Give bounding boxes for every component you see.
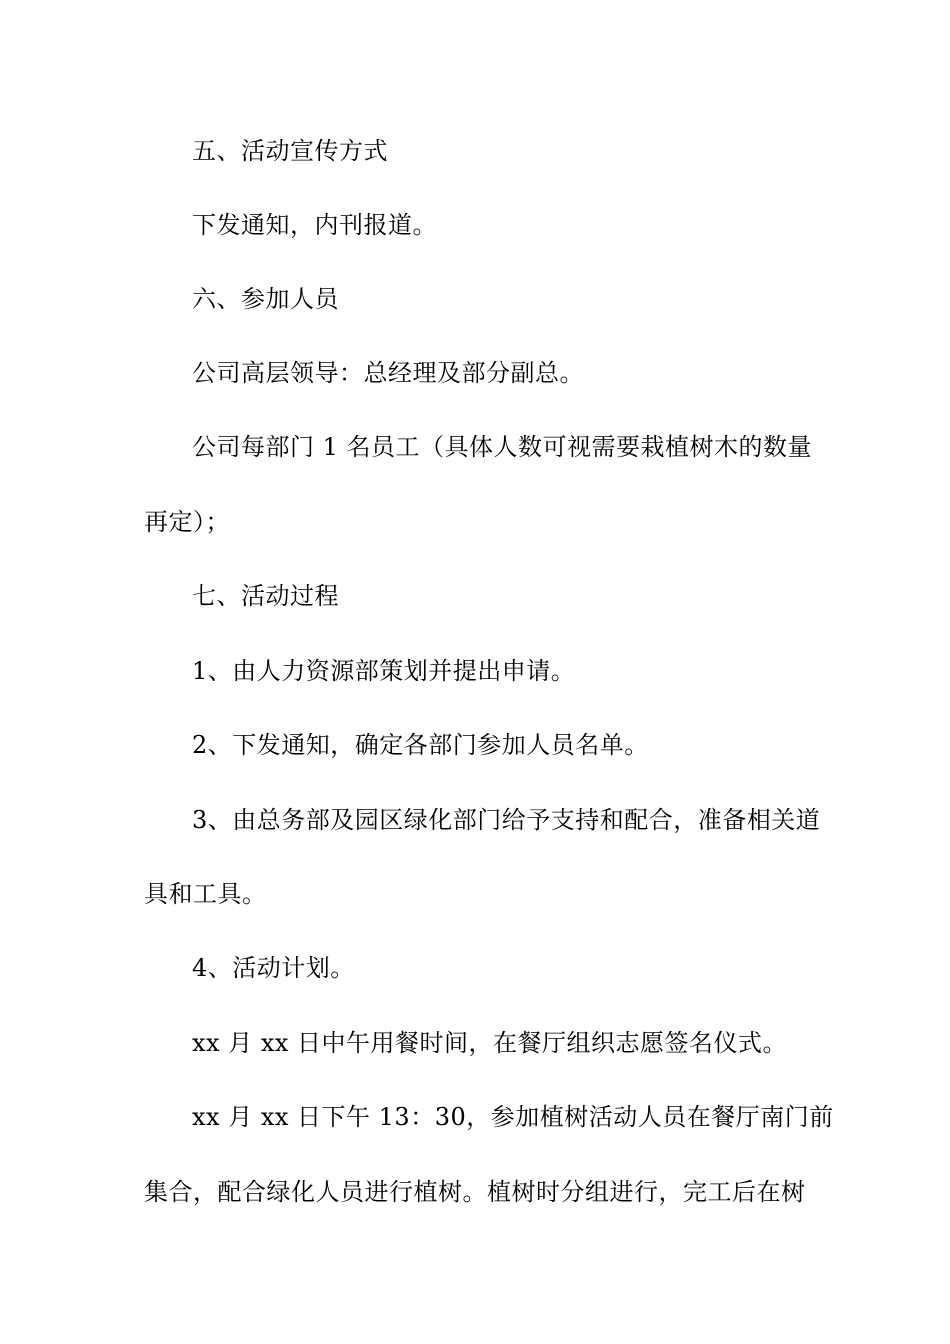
paragraph-plan-afternoon-line-1: xx 月 xx 日下午 13：30，参加植树活动人员在餐厅南门前 bbox=[192, 1103, 834, 1131]
section-heading-participants: 六、参加人员 bbox=[192, 285, 339, 313]
paragraph-leaders: 公司高层领导：总经理及部分副总。 bbox=[192, 359, 584, 387]
paragraph-plan-afternoon-line-2: 集合，配合绿化人员进行植树。植树时分组进行，完工后在树 bbox=[144, 1178, 806, 1206]
list-item-4: 4、活动计划。 bbox=[192, 954, 355, 982]
list-item-2: 2、下发通知，确定各部门参加人员名单。 bbox=[192, 731, 649, 759]
section-heading-process: 七、活动过程 bbox=[192, 582, 339, 610]
list-item-3-line-2: 具和工具。 bbox=[144, 880, 267, 908]
list-item-1: 1、由人力资源部策划并提出申请。 bbox=[192, 657, 576, 685]
list-item-3-line-1: 3、由总务部及园区绿化部门给予支持和配合，准备相关道 bbox=[192, 806, 821, 834]
paragraph-staff-line-1: 公司每部门 1 名员工（具体人数可视需要栽植树木的数量 bbox=[192, 433, 813, 461]
section-heading-publicity: 五、活动宣传方式 bbox=[192, 137, 388, 165]
paragraph-publicity: 下发通知，内刊报道。 bbox=[192, 211, 437, 239]
paragraph-staff-line-2: 再定）； bbox=[144, 508, 230, 536]
paragraph-plan-noon: xx 月 xx 日中午用餐时间，在餐厅组织志愿签名仪式。 bbox=[192, 1029, 788, 1057]
